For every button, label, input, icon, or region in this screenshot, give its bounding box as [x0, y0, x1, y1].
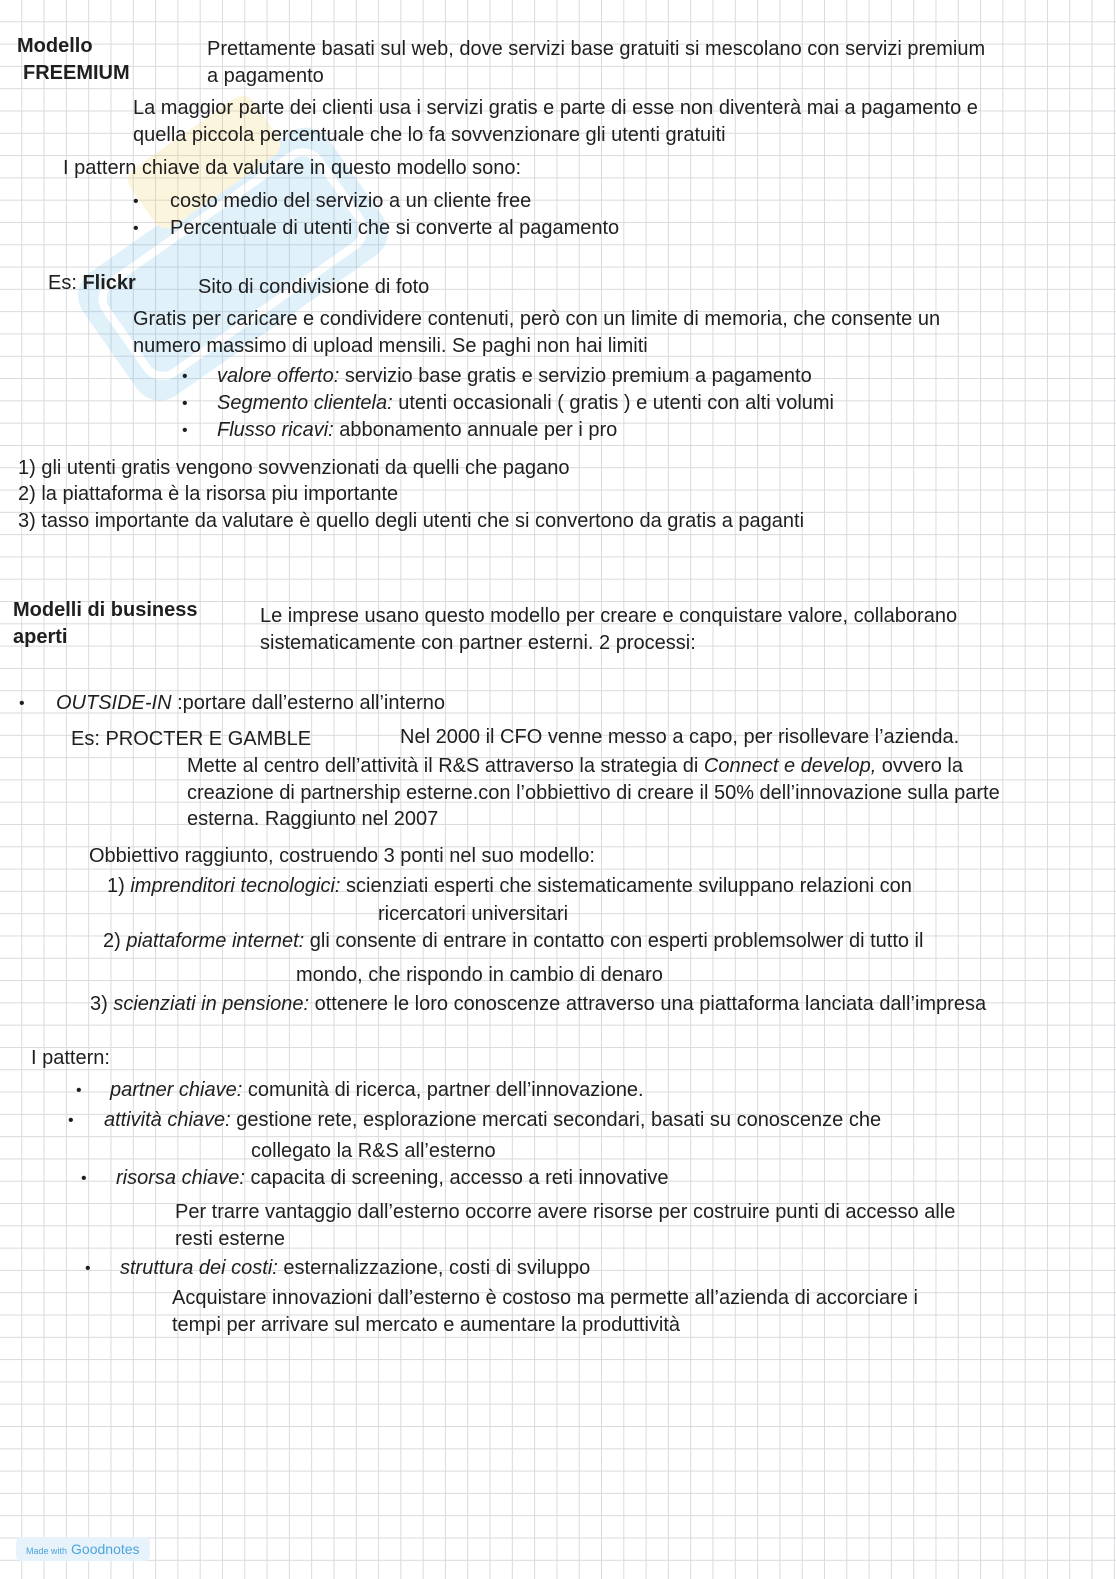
pg-line2 — [187, 753, 963, 780]
pattern-text: capacita di screening, accesso a reti innovative — [244, 1167, 669, 1189]
flickr-paragraph-line2: numero massimo di upload mensili. Se paghi non hai limiti — [133, 335, 648, 357]
freemium-numbered-item: 3) tasso importante da valutare è quello degli utenti che si convertono da gratis a paganti — [18, 510, 805, 532]
flickr-paragraph-line1: Gratis per caricare e condividere contenuti, però con un limite di memoria, che consente un — [133, 308, 941, 330]
pattern-text: gestione rete, esplorazione mercati secondari, basati su conoscenze che — [230, 1109, 882, 1131]
bullet-icon: • — [182, 395, 188, 412]
pattern-text: comunità di ricerca, partner dell’innovazione. — [242, 1079, 644, 1101]
bridge-label: piattaforme internet: — [126, 930, 305, 952]
bullet-icon: • — [133, 220, 139, 237]
bullet-icon: • — [19, 695, 25, 712]
open-models-intro-line2: sistematicamente con partner esterni. 2 processi: — [260, 632, 696, 654]
pattern-label: risorsa chiave: — [116, 1167, 245, 1189]
pg-strategy-name: Connect e develop, — [703, 755, 877, 777]
bullet-icon: • — [133, 193, 139, 210]
bridge-number: 1) — [107, 875, 131, 897]
freemium-paragraph-line1: La maggior parte dei clienti usa i servizi gratis e parte di esse non diventerà mai a pagamento e — [133, 97, 978, 119]
freemium-title-line2: FREEMIUM — [23, 62, 130, 84]
pg-line4: esterna. Raggiunto nel 2007 — [187, 808, 439, 830]
bridge-item-3 — [90, 991, 986, 1018]
open-models-title-line2: aperti — [13, 626, 68, 648]
flickr-item-text: servizio base gratis e servizio premium a pagamento — [339, 365, 812, 387]
open-models-intro-line1: Le imprese usano questo modello per creare e conquistare valore, collaborano — [260, 605, 958, 627]
flickr-item-label: Flusso ricavi: — [217, 419, 334, 441]
flickr-item-text: utenti occasionali ( gratis ) e utenti con alti volumi — [392, 392, 834, 414]
pg-example-title: Es: PROCTER E GAMBLE — [71, 728, 312, 750]
bridge-number: 2) — [103, 930, 127, 952]
freemium-numbered-item: 1) gli utenti gratis vengono sovvenzionati da quelli che pagano — [18, 457, 570, 479]
goodnotes-badge — [16, 1537, 150, 1561]
open-pattern-item-cont: collegato la R&S all’esterno — [251, 1140, 496, 1162]
flickr-item-text: abbonamento annuale per i pro — [333, 419, 618, 441]
bridge-label: imprenditori tecnologici: — [130, 875, 341, 897]
outside-in-label: OUTSIDE-IN — [56, 692, 172, 714]
open-pattern-note-line1: Per trarre vantaggio dall’esterno occorre avere risorse per costruire punti di accesso alle — [175, 1201, 956, 1223]
flickr-item-label: Segmento clientela: — [217, 392, 393, 414]
open-pattern-item — [116, 1165, 669, 1192]
freemium-numbered-item: 2) la piattaforma è la risorsa piu importante — [18, 483, 399, 505]
flickr-item-label: valore offerto: — [217, 365, 340, 387]
bridge-text: ottenere le loro conoscenze attraverso una piattaforma lanciata dall’impresa — [309, 993, 987, 1015]
pattern-label: attività chiave: — [104, 1109, 231, 1131]
open-pattern-item — [120, 1255, 590, 1282]
freemium-paragraph-line2: quella piccola percentuale che lo fa sovvenzionare gli utenti gratuiti — [133, 124, 726, 146]
outside-in-heading — [56, 690, 445, 717]
bullet-icon: • — [182, 368, 188, 385]
bullet-icon: • — [85, 1260, 91, 1277]
bridge-number: 3) — [90, 993, 114, 1015]
flickr-item — [217, 390, 834, 417]
outside-in-text: :portare dall’esterno all’interno — [171, 692, 446, 714]
pattern-label: partner chiave: — [110, 1079, 243, 1101]
open-pattern-note-line2: resti esterne — [175, 1228, 286, 1250]
bridge-item-1-cont: ricercatori universitari — [378, 903, 569, 925]
bullet-icon: • — [182, 422, 188, 439]
open-pattern-title: I pattern: — [31, 1047, 110, 1069]
pg-line2-text-a: Mette al centro dell’attività il R&S attraverso la strategia di — [187, 755, 704, 777]
open-pattern-item — [104, 1107, 881, 1134]
bridge-label: scienziati in pensione: — [113, 993, 310, 1015]
goodnotes-brand: Goodnotes — [71, 1541, 140, 1557]
pg-line2-text-b: ovvero la — [876, 755, 963, 777]
bullet-icon: • — [81, 1170, 87, 1187]
bridge-item-2 — [103, 928, 923, 955]
freemium-intro-line2: a pagamento — [207, 65, 324, 87]
pg-line1: Nel 2000 il CFO venne messo a capo, per risollevare l’azienda. — [400, 726, 960, 748]
flickr-item — [217, 417, 617, 444]
freemium-pattern-item: costo medio del servizio a un cliente free — [170, 190, 532, 212]
flickr-item — [217, 363, 812, 390]
open-pattern-item — [110, 1077, 644, 1104]
example-prefix: Es: — [48, 272, 83, 294]
pattern-text: esternalizzazione, costi di sviluppo — [277, 1257, 591, 1279]
open-pattern-note-line1: Acquistare innovazioni dall’esterno è costoso ma permette all’azienda di accorciare i — [172, 1287, 918, 1309]
freemium-pattern-intro: I pattern chiave da valutare in questo modello sono: — [63, 157, 522, 179]
bridge-item-1 — [107, 873, 912, 900]
bridge-item-2-cont: mondo, che rispondo in cambio di denaro — [296, 964, 663, 986]
pg-line3: creazione di partnership esterne.con l’obbiettivo di creare il 50% dell’innovazione sulla parte — [187, 782, 1000, 804]
freemium-pattern-item: Percentuale di utenti che si converte al pagamento — [170, 217, 620, 239]
freemium-title-line1: Modello — [17, 35, 93, 57]
bridge-text: gli consente di entrare in contatto con esperti problemsolwer di tutto il — [304, 930, 924, 952]
bullet-icon: • — [76, 1082, 82, 1099]
flickr-example-heading — [48, 270, 136, 297]
freemium-intro-line1: Prettamente basati sul web, dove servizi base gratuiti si mescolano con servizi premium — [207, 38, 986, 60]
pattern-label: struttura dei costi: — [120, 1257, 278, 1279]
open-pattern-note-line2: tempi per arrivare sul mercato e aumentare la produttività — [172, 1314, 681, 1336]
made-with-label: Made with — [26, 1546, 68, 1556]
flickr-description: Sito di condivisione di foto — [198, 276, 430, 298]
open-models-title-line1: Modelli di business — [13, 599, 198, 621]
bridges-intro: Obbiettivo raggiunto, costruendo 3 ponti nel suo modello: — [89, 845, 595, 867]
example-name: Flickr — [82, 272, 136, 294]
bridge-text: scienziati esperti che sistematicamente sviluppano relazioni con — [340, 875, 912, 897]
bullet-icon: • — [68, 1112, 74, 1129]
